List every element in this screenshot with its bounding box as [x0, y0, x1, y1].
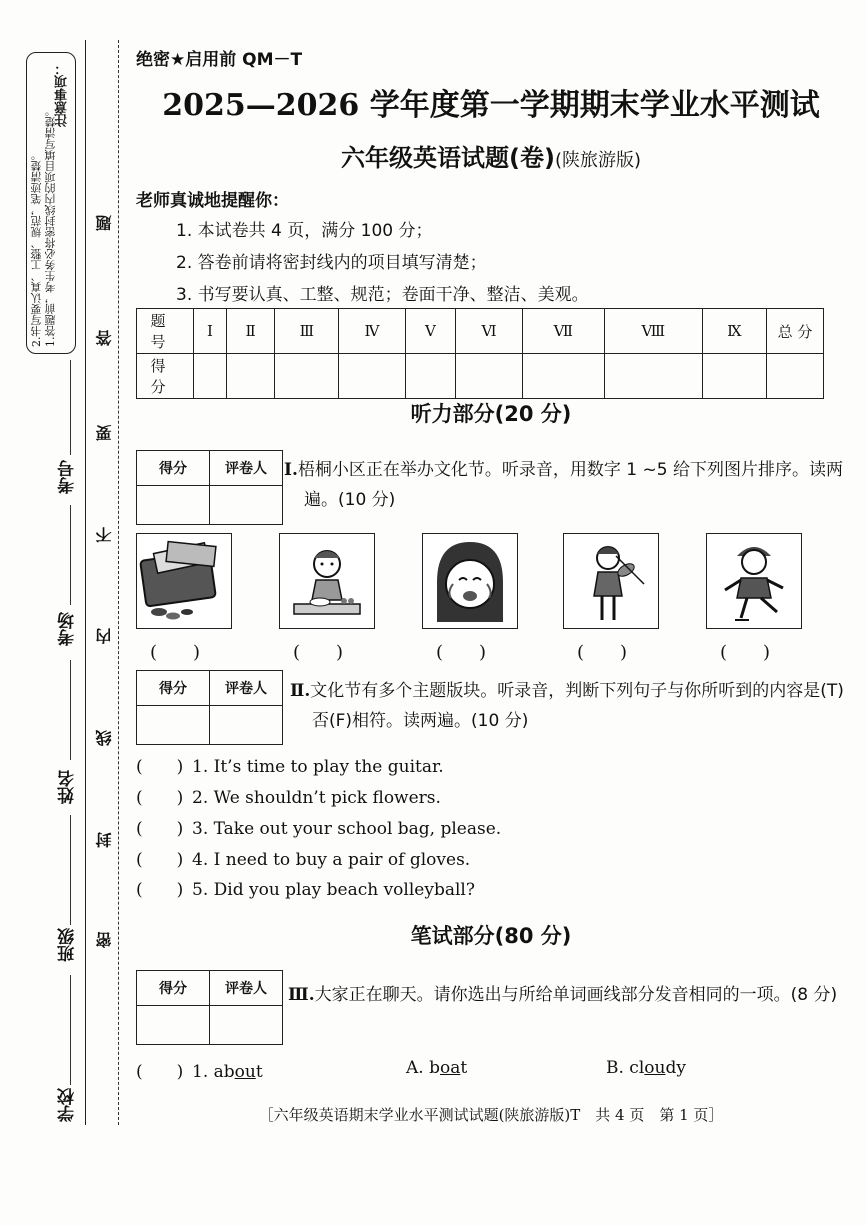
question-2-text: 文化节有多个主题版块。听录音，判断下列句子与你所听到的内容是(T)否(F)相符。读两遍。(10 分) — [310, 681, 844, 731]
option-b[interactable]: B. cloudy — [606, 1058, 686, 1078]
page-title: 2025—2026 学年度第一学期期末学业水平测试 — [162, 88, 820, 123]
score-table — [136, 308, 824, 399]
rule-1: 1. 本试卷共 4 页，满分 100 分； — [176, 221, 433, 241]
writing-title: 笔试部分(80 分) — [410, 924, 572, 948]
picture-5-blank[interactable]: ( ) — [720, 642, 771, 663]
question-1-text: 梧桐小区正在举办文化节。听录音，用数字 1 ~5 给下列图片排序。读两遍。(10 分) — [297, 460, 843, 510]
picture-violin — [563, 533, 659, 629]
seal-char: 线 — [95, 730, 114, 746]
score-col: Ⅴ — [405, 309, 456, 354]
score-col: Ⅶ — [522, 309, 604, 354]
grader-box-3 — [136, 970, 283, 1045]
answer-blank[interactable]: ( ) — [136, 1062, 184, 1082]
seal-char: 要 — [95, 425, 114, 441]
subtitle-text: 六年级英语试题(卷) — [341, 144, 555, 172]
score-col: Ⅷ — [604, 309, 702, 354]
kaohao-label: 考号 — [58, 460, 78, 494]
item-word: 1. about — [192, 1062, 263, 1082]
banji-line[interactable] — [70, 815, 71, 925]
item-text: 5. Did you play beach volleyball? — [192, 880, 475, 900]
seal-char: 密 — [95, 932, 114, 948]
score-col-total: 总 分 — [767, 309, 824, 354]
answer-blank[interactable]: ( ) — [136, 757, 184, 777]
question-2-head — [290, 676, 846, 736]
kaohao-line[interactable] — [70, 360, 71, 455]
kaochang-line[interactable] — [70, 505, 71, 605]
question-2-item — [136, 814, 501, 839]
score-col: Ⅲ — [275, 309, 339, 354]
answer-blank[interactable]: ( ) — [136, 819, 184, 839]
listening-title: 听力部分(20 分) — [410, 402, 572, 426]
question-1-head — [284, 455, 844, 515]
grader-name-cell[interactable] — [210, 706, 283, 745]
grader-score-label: 得分 — [137, 451, 210, 486]
grader-box-1 — [136, 450, 283, 525]
option-a[interactable]: A. boat — [406, 1058, 468, 1078]
item-text: 1. It’s time to play the guitar. — [192, 757, 444, 777]
xingming-line[interactable] — [70, 660, 71, 760]
score-cell[interactable] — [604, 354, 702, 399]
xuexiao-label: 学校 — [58, 1088, 78, 1122]
page-subtitle — [136, 138, 846, 173]
score-table-label: 得分 — [137, 354, 194, 399]
question-1-number: Ⅰ. — [284, 460, 298, 480]
item-text: 2. We shouldn’t pick flowers. — [192, 788, 441, 808]
score-table-score-row — [137, 354, 824, 399]
grader-score-cell[interactable] — [137, 706, 210, 745]
rule-3: 3. 书写要认真、工整、规范；卷面干净、整洁、美观。 — [176, 285, 589, 305]
picture-1-blank[interactable]: ( ) — [150, 642, 201, 663]
question-2-item — [136, 845, 470, 870]
grader-box-2 — [136, 670, 283, 745]
score-cell[interactable] — [456, 354, 522, 399]
grader-name-label: 评卷人 — [210, 451, 283, 486]
seal-char: 封 — [95, 832, 114, 848]
score-table-header-row — [137, 309, 824, 354]
notice-item-2: 2.书写要认真、工整、规范，笔迹清楚。 — [30, 149, 43, 347]
grader-name-cell[interactable] — [210, 1006, 283, 1045]
score-cell[interactable] — [405, 354, 456, 399]
picture-4-blank[interactable]: ( ) — [577, 642, 628, 663]
rule-2: 2. 答卷前请将密封线内的项目填写清楚； — [176, 253, 487, 273]
score-table-label: 题号 — [137, 309, 194, 354]
picture-crying — [422, 533, 518, 629]
picture-baking — [279, 533, 375, 629]
kaochang-label: 考场 — [58, 612, 78, 646]
grader-name-cell[interactable] — [210, 486, 283, 525]
question-3-item-1 — [136, 1057, 263, 1082]
question-2-item — [136, 752, 444, 777]
seal-char: 不 — [95, 527, 114, 543]
grader-score-label: 得分 — [137, 971, 210, 1006]
score-col: Ⅱ — [226, 309, 274, 354]
edition-text: (陕旅游版) — [554, 150, 641, 171]
xuexiao-line[interactable] — [70, 975, 71, 1085]
seal-char: 内 — [95, 628, 114, 644]
score-cell[interactable] — [226, 354, 274, 399]
score-col: Ⅵ — [456, 309, 522, 354]
picture-skating — [706, 533, 802, 629]
seal-char: 答 — [95, 330, 114, 346]
answer-blank[interactable]: ( ) — [136, 788, 184, 808]
question-3-number: Ⅲ. — [288, 985, 315, 1005]
score-cell[interactable] — [339, 354, 405, 399]
answer-blank[interactable]: ( ) — [136, 880, 184, 900]
grader-score-cell[interactable] — [137, 1006, 210, 1045]
grader-score-cell[interactable] — [137, 486, 210, 525]
notice-title: 注意事项： — [55, 62, 70, 127]
item-text: 4. I need to buy a pair of gloves. — [192, 850, 471, 870]
page-footer: ［六年级英语期末学业水平测试试题(陕旅游版)T 共 4 页 第 1 页］ — [258, 1106, 724, 1124]
question-3-head — [288, 980, 846, 1010]
picture-2-blank[interactable]: ( ) — [293, 642, 344, 663]
score-cell[interactable] — [702, 354, 766, 399]
score-cell[interactable] — [275, 354, 339, 399]
score-col: Ⅳ — [339, 309, 405, 354]
question-3-text: 大家正在聊天。请你选出与所给单词画线部分发音相同的一项。(8 分) — [314, 985, 838, 1005]
seal-char: 题 — [95, 215, 114, 231]
score-col: Ⅸ — [702, 309, 766, 354]
secret-label: 绝密★启用前 QM－T — [136, 50, 303, 70]
answer-blank[interactable]: ( ) — [136, 850, 184, 870]
question-2-item — [136, 875, 475, 900]
grader-name-label: 评卷人 — [210, 671, 283, 706]
grader-name-label: 评卷人 — [210, 971, 283, 1006]
picture-wallet — [136, 533, 232, 629]
binding-line — [85, 40, 86, 1125]
item-text: 3. Take out your school bag, please. — [192, 819, 502, 839]
seal-line — [118, 40, 119, 1125]
reminder-heading: 老师真诚地提醒你： — [136, 191, 289, 211]
score-col: Ⅰ — [194, 309, 227, 354]
score-cell[interactable] — [767, 354, 824, 399]
question-2-item — [136, 783, 441, 808]
grader-score-label: 得分 — [137, 671, 210, 706]
notice-item-1: 1.答题前，考生务必将密封线内的项目填写清楚。 — [44, 105, 57, 347]
score-cell[interactable] — [522, 354, 604, 399]
question-2-number: Ⅱ. — [290, 681, 311, 701]
xingming-label: 姓名 — [58, 770, 78, 804]
banji-label: 班级 — [58, 928, 78, 962]
score-cell[interactable] — [194, 354, 227, 399]
picture-3-blank[interactable]: ( ) — [436, 642, 487, 663]
